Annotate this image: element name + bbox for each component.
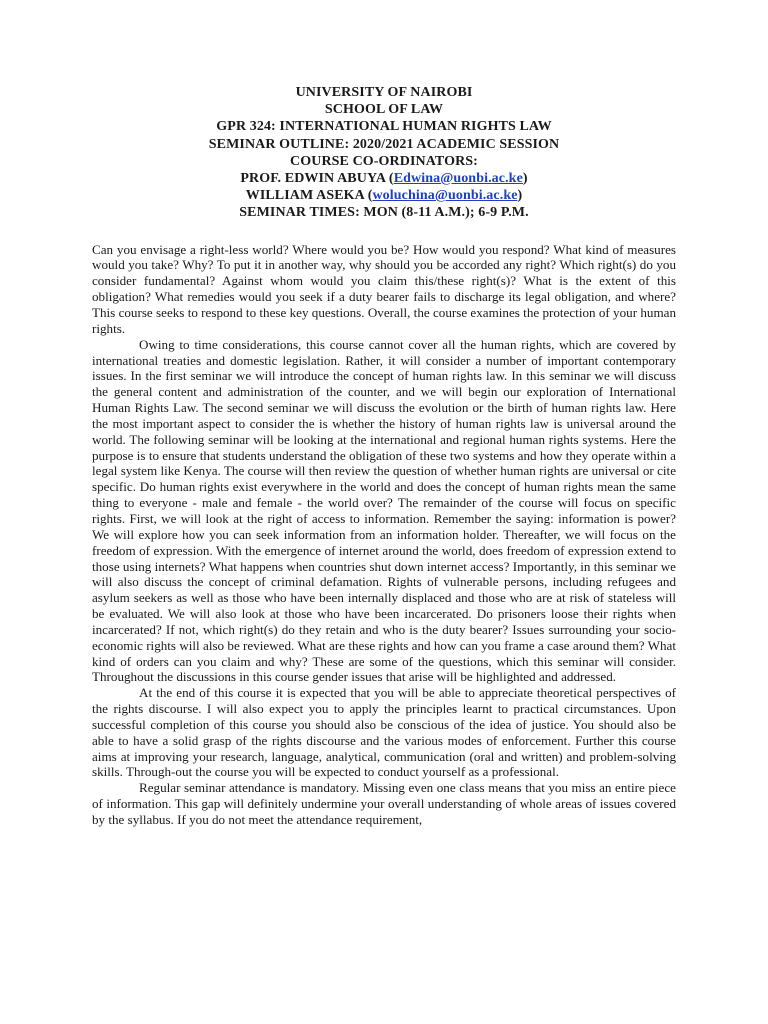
document-header (92, 84, 676, 222)
coordinator-2-name: WILLIAM ASEKA ( (245, 188, 373, 204)
course-title: GPR 324: INTERNATIONAL HUMAN RIGHTS LAW (216, 119, 552, 135)
paragraph-intro: Can you envisage a right-less world? Where would you be? How would you respond? What kind of measures would you take? Why? To put it in another way, why should you be accorded any right? Which right(s) do you consider fundamental? Against whom would you claim this/these right(s)? What is the extent of this obligation? What remedies would you seek if a duty bearer fails to discharge its legal obligation, and where? This course seeks to respond to these key questions. Overall, the course examines the protection of your human rights. (92, 241, 676, 336)
coordinators-label: COURSE CO-ORDINATORS: (290, 153, 478, 169)
paragraph-learning-outcomes: At the end of this course it is expected that you will be able to appreciate theoretical perspectives of the rights discourse. I will also expect you to apply the principles learnt to practical circumstances. Upon successful completion of this course you should also be conscious of the idea of justice. You should also be able to have a solid grasp of the rights discourse and the various modes of enforcement. Further this course aims at improving your research, language, analytical, communication (oral and written) and problem-solving skills. Through-out the course you will be expected to conduct yourself as a professional. (92, 685, 676, 780)
university-name: UNIVERSITY OF NAIROBI (295, 85, 473, 100)
coordinator-1-email-link[interactable]: Edwina@uonbi.ac.ke (393, 171, 523, 187)
coordinator-2 (92, 187, 676, 204)
coordinator-1 (92, 170, 676, 187)
coordinator-1-close: ) (522, 171, 528, 187)
coordinator-1-name: PROF. EDWIN ABUYA ( (240, 171, 394, 187)
paragraph-course-scope: Owing to time considerations, this course cannot cover all the human rights, which are covered by international treaties and domestic legislation. Rather, it will consider a number of important contemporary issues. In the first seminar we will introduce the concept of human rights law. In this seminar we will discuss the general content and administration of the counter, and we will begin our exploration of International Human Rights Law. The second seminar we will discuss the evolution or the birth of human rights law. Here the most important aspect to consider the is whether the history of human rights law is universal around the world. The following seminar will be looking at the international and regional human rights systems. Here the purpose is to ensure that students understand the obligation of these two systems and how they operate within a legal system like Kenya. The course will then review the question of whether human rights are universal or cite specific. Do human rights exist everywhere in the world and does the concept of human rights mean the same thing to everyone - male and female - the world over? The remainder of the course will focus on specific rights. First, we will look at the right of access to information. Remember the saying: information is power? We will explore how you can seek information from an information holder. Thereafter, we will focus on the freedom of expression. With the emergence of internet around the world, does freedom of expression extend to those using internets? What happens when countries shut down internet access? Importantly, in this seminar we will also discuss the concept of criminal defamation. Rights of vulnerable persons, including refugees and asylum seekers as well as those who have been internally displaced and those who are at risk of stateless will be evaluated. We will also look at those who have been incarcerated. Do prisoners loose their rights when incarcerated? If not, which right(s) do they retain and who is the duty bearer? Issues surrounding your socio-economic rights will also be reviewed. What are these rights and how can you frame a case around them? What kind of orders can you claim and why? These are some of the questions, which this seminar will consider. Throughout the discussions in this course gender issues that arise will be highlighted and addressed. (92, 336, 676, 685)
coordinator-2-email-link[interactable]: woluchina@uonbi.ac.ke (372, 188, 518, 204)
coordinator-2-close: ) (517, 188, 523, 204)
paragraph-attendance: Regular seminar attendance is mandatory. Missing even one class means that you miss an entire piece of information. This gap will definitely undermine your overall understanding of whole areas of issues covered by the syllabus. If you do not meet the attendance requirement, (92, 780, 676, 827)
document-body (92, 242, 676, 828)
seminar-times: SEMINAR TIMES: MON (8-11 A.M.); 6-9 P.M. (239, 205, 529, 221)
school-name: SCHOOL OF LAW (324, 102, 444, 118)
seminar-outline-title: SEMINAR OUTLINE: 2020/2021 ACADEMIC SESSION (208, 136, 560, 152)
